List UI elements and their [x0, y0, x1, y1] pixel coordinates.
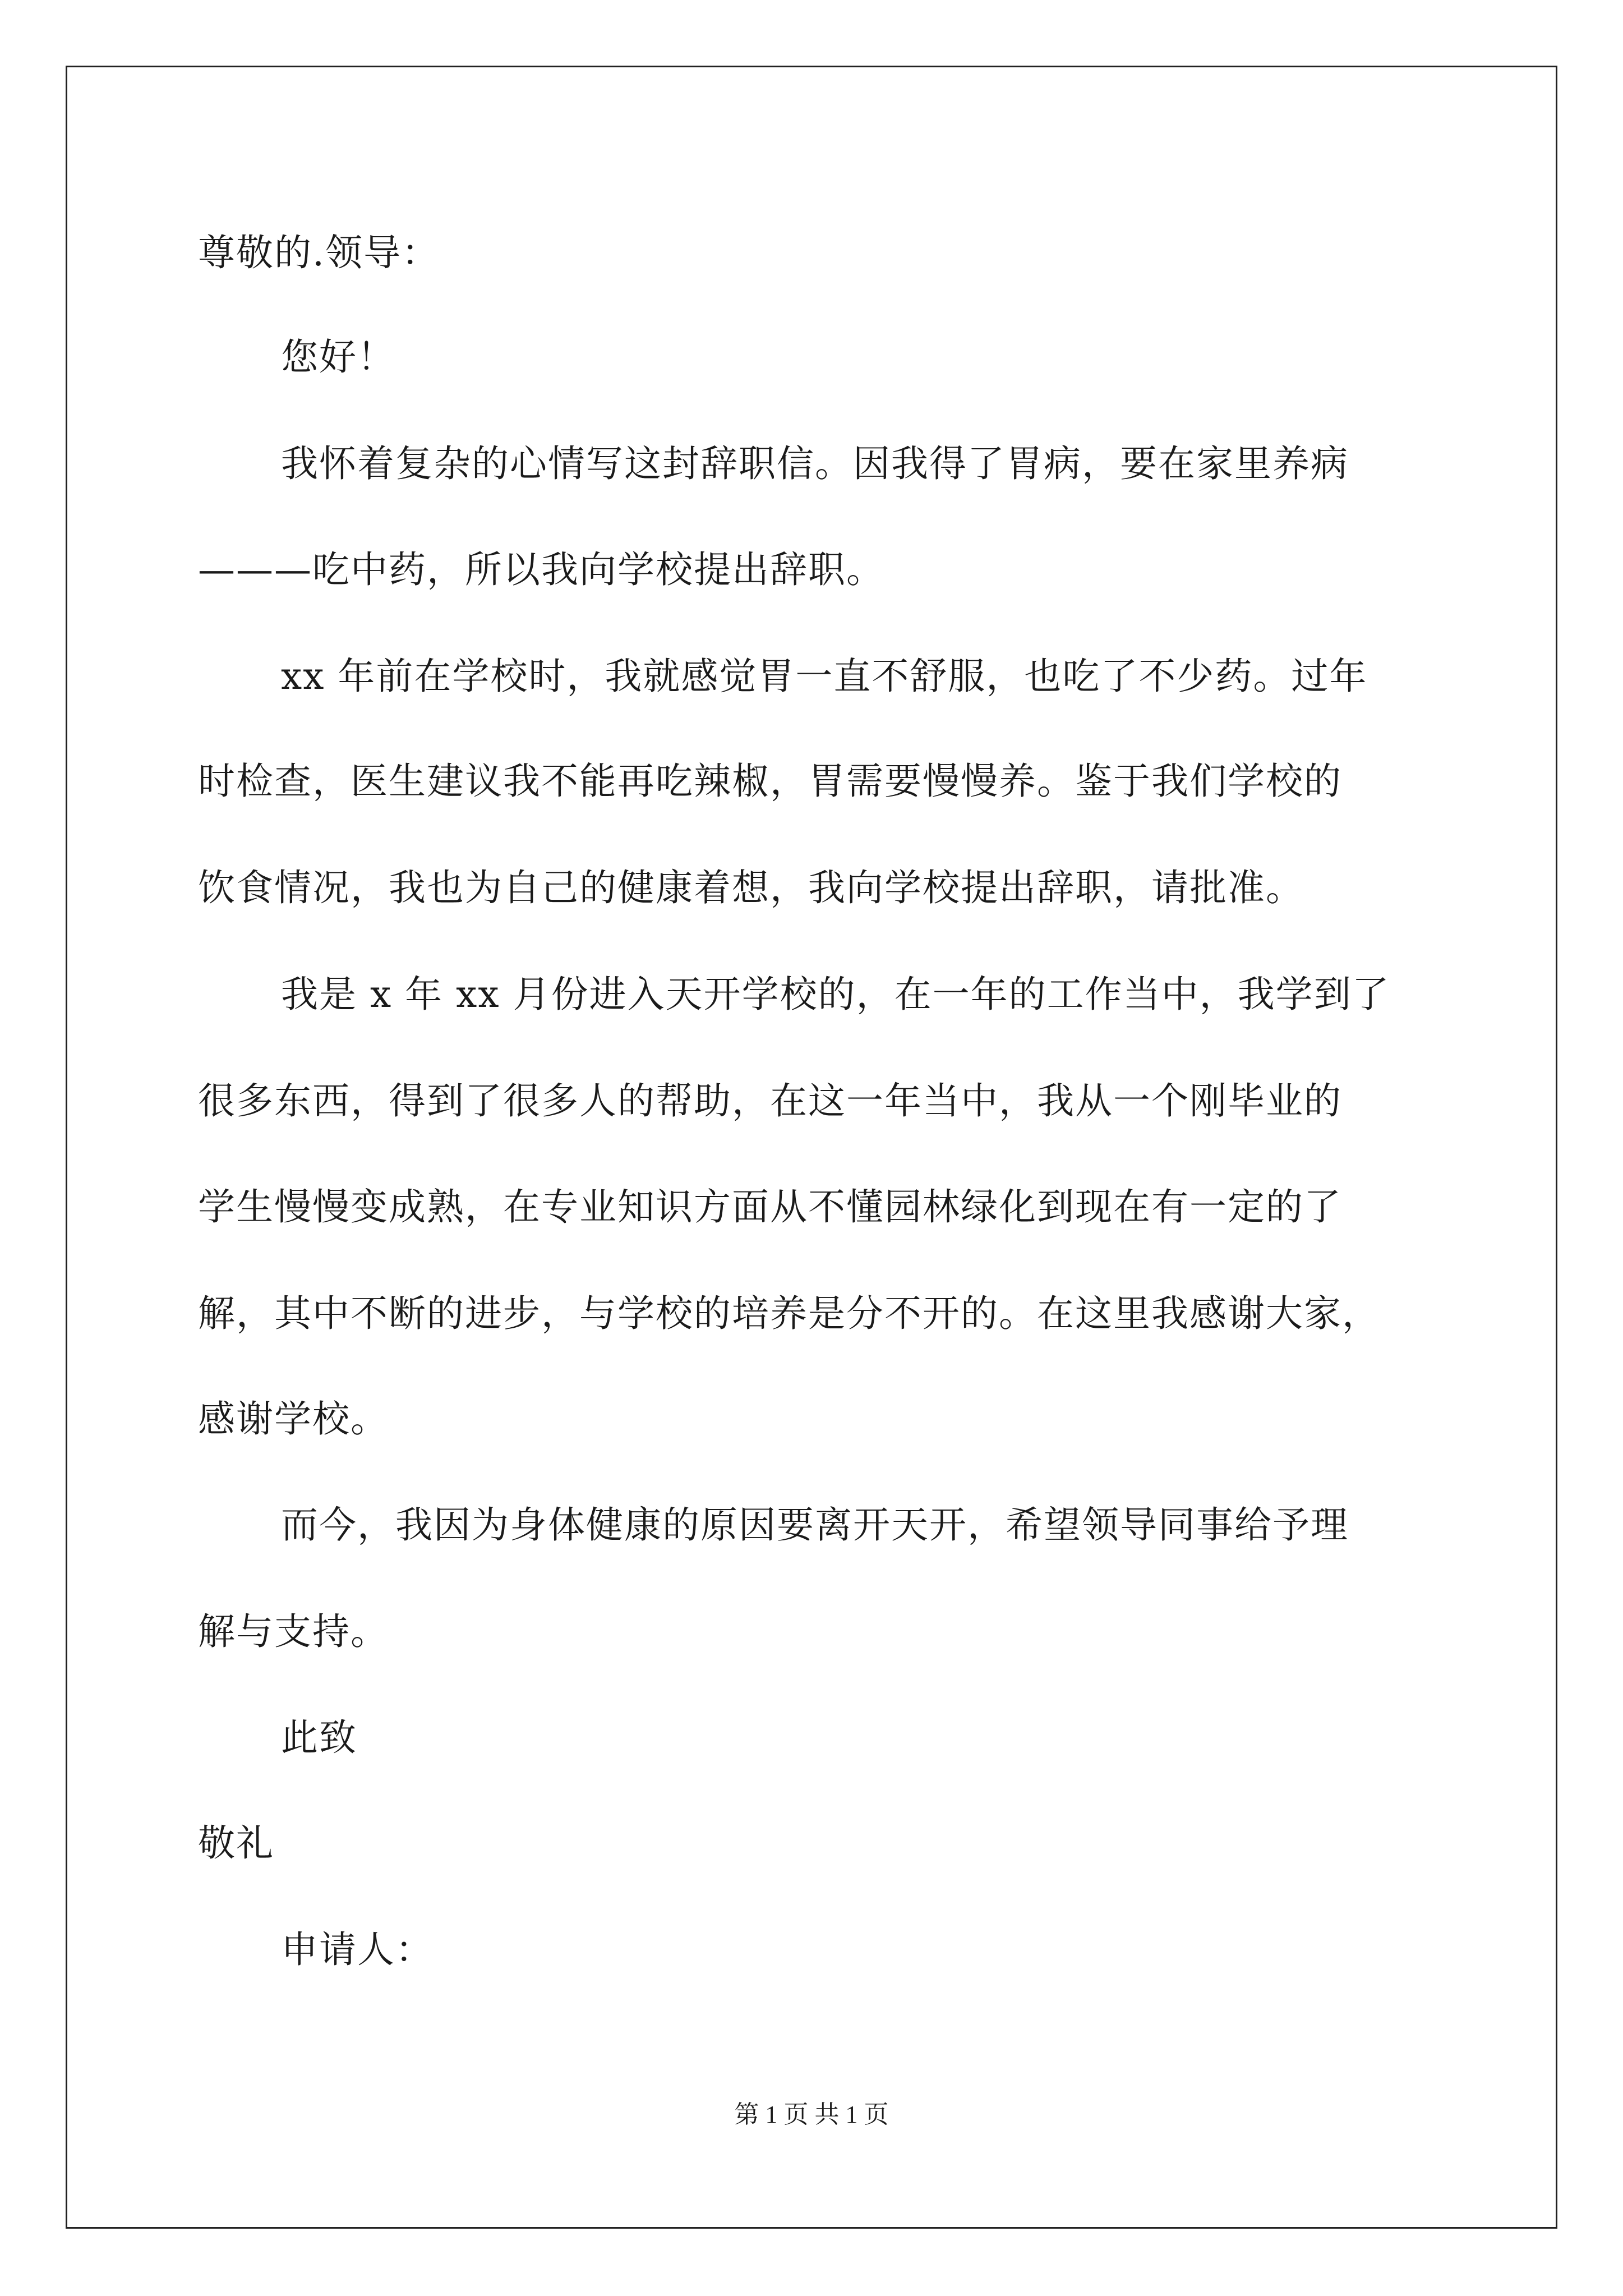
paragraph-3-line-3: 学生慢慢变成熟，在专业知识方面从不懂园林绿化到现在有一定的了	[198, 1185, 1342, 1228]
paragraph-3-line-1: 我是 x 年 xx 月份进入天开学校的，在一年的工作当中，我学到了	[281, 973, 1390, 1016]
closing-jing-li: 敬礼	[198, 1821, 274, 1865]
paragraph-3-line-5: 感谢学校。	[198, 1397, 389, 1441]
paragraph-2-line-1: xx 年前在学校时，我就感觉胃一直不舒服，也吃了不少药。过年	[281, 655, 1368, 698]
salutation: 尊敬的.领导：	[198, 231, 440, 274]
paragraph-2-line-2: 时检查，医生建议我不能再吃辣椒，胃需要慢慢养。鉴于我们学校的	[198, 760, 1342, 803]
paragraph-1-line-2: ———吃中药，所以我向学校提出辞职。	[198, 548, 884, 591]
page-border	[66, 66, 1557, 2229]
paragraph-3-line-4: 解，其中不断的进步，与学校的培养是分不开的。在这里我感谢大家，	[198, 1292, 1380, 1335]
closing-ci-zhi: 此致	[281, 1716, 357, 1759]
signature-label: 申请人：	[281, 1928, 434, 1971]
paragraph-1-line-1: 我怀着复杂的心情写这封辞职信。因我得了胃病，要在家里养病	[281, 442, 1349, 485]
page-number-footer: 第 1 页 共 1 页	[734, 2101, 889, 2128]
paragraph-2-line-3: 饮食情况，我也为自己的健康着想，我向学校提出辞职，请批准。	[198, 866, 1304, 909]
paragraph-4-line-2: 解与支持。	[198, 1610, 389, 1653]
greeting: 您好！	[281, 335, 395, 379]
paragraph-4-line-1: 而今，我因为身体健康的原因要离开天开，希望领导同事给予理	[281, 1503, 1349, 1547]
paragraph-3-line-2: 很多东西，得到了很多人的帮助，在这一年当中，我从一个刚毕业的	[198, 1079, 1342, 1122]
